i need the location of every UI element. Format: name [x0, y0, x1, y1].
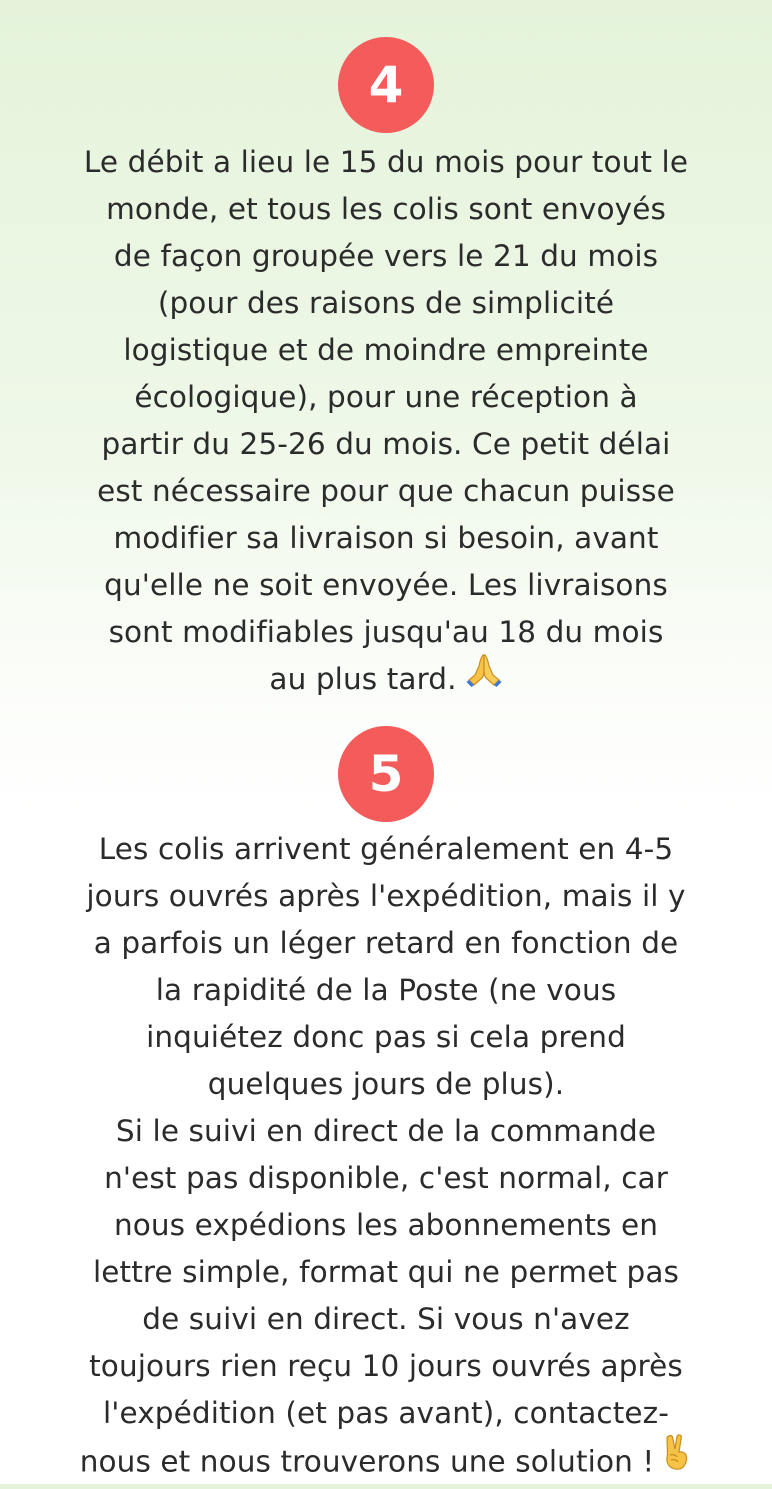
text-line: partir du 25-26 du mois. Ce petit délai: [101, 427, 671, 461]
text-line: lettre simple, format qui ne permet pas: [92, 1255, 680, 1289]
text-line: sont modifiables jusqu'au 18 du mois: [108, 615, 664, 649]
text-line-last: [0, 656, 772, 705]
text-line: écologique), pour une réception à: [134, 380, 638, 414]
text-line: au plus tard.: [269, 662, 457, 696]
text-line: jours ouvrés après l'expédition, mais il y: [86, 879, 686, 913]
text-line-last: [0, 1437, 772, 1489]
text-line: (pour des raisons de simplicité: [157, 286, 615, 320]
text-line: inquiétez donc pas si cela prend: [146, 1020, 626, 1054]
text-line: logistique et de moindre empreinte: [123, 333, 649, 367]
text-line: Les colis arrivent généralement en 4-5: [98, 832, 674, 866]
step-4-section: [0, 37, 772, 705]
text-line: la rapidité de la Poste (ne vous: [155, 973, 617, 1007]
text-line: qu'elle ne soit envoyée. Les livraisons: [104, 568, 668, 602]
text-line: de suivi en direct. Si vous n'avez: [142, 1302, 630, 1336]
victory-hand-icon: [662, 1433, 692, 1485]
text-line: toujours rien reçu 10 jours ouvrés après: [89, 1349, 683, 1383]
text-line: l'expédition (et pas avant), contactez-: [103, 1396, 669, 1430]
text-line: Le débit a lieu le 15 du mois pour tout le: [83, 145, 689, 179]
praying-hands-icon: [465, 653, 503, 701]
text-line: Si le suivi en direct de la commande: [115, 1114, 657, 1148]
step-5-text: [0, 826, 772, 1489]
text-line: quelques jours de plus).: [207, 1067, 565, 1101]
step-number-badge: 4: [338, 37, 434, 133]
text-line: de façon groupée vers le 21 du mois: [113, 239, 659, 273]
step-5-section: [0, 726, 772, 1489]
step-number-badge: 5: [338, 726, 434, 822]
text-line: nous expédions les abonnements en: [113, 1208, 659, 1242]
text-line: a parfois un léger retard en fonction de: [93, 926, 679, 960]
step-4-text: [0, 139, 772, 705]
text-line: n'est pas disponible, c'est normal, car: [104, 1161, 668, 1195]
text-line: modifier sa livraison si besoin, avant: [113, 521, 659, 555]
text-line: nous et nous trouverons une solution !: [79, 1444, 655, 1479]
text-line: monde, et tous les colis sont envoyés: [106, 192, 666, 226]
text-line: est nécessaire pour que chacun puisse: [97, 474, 675, 508]
